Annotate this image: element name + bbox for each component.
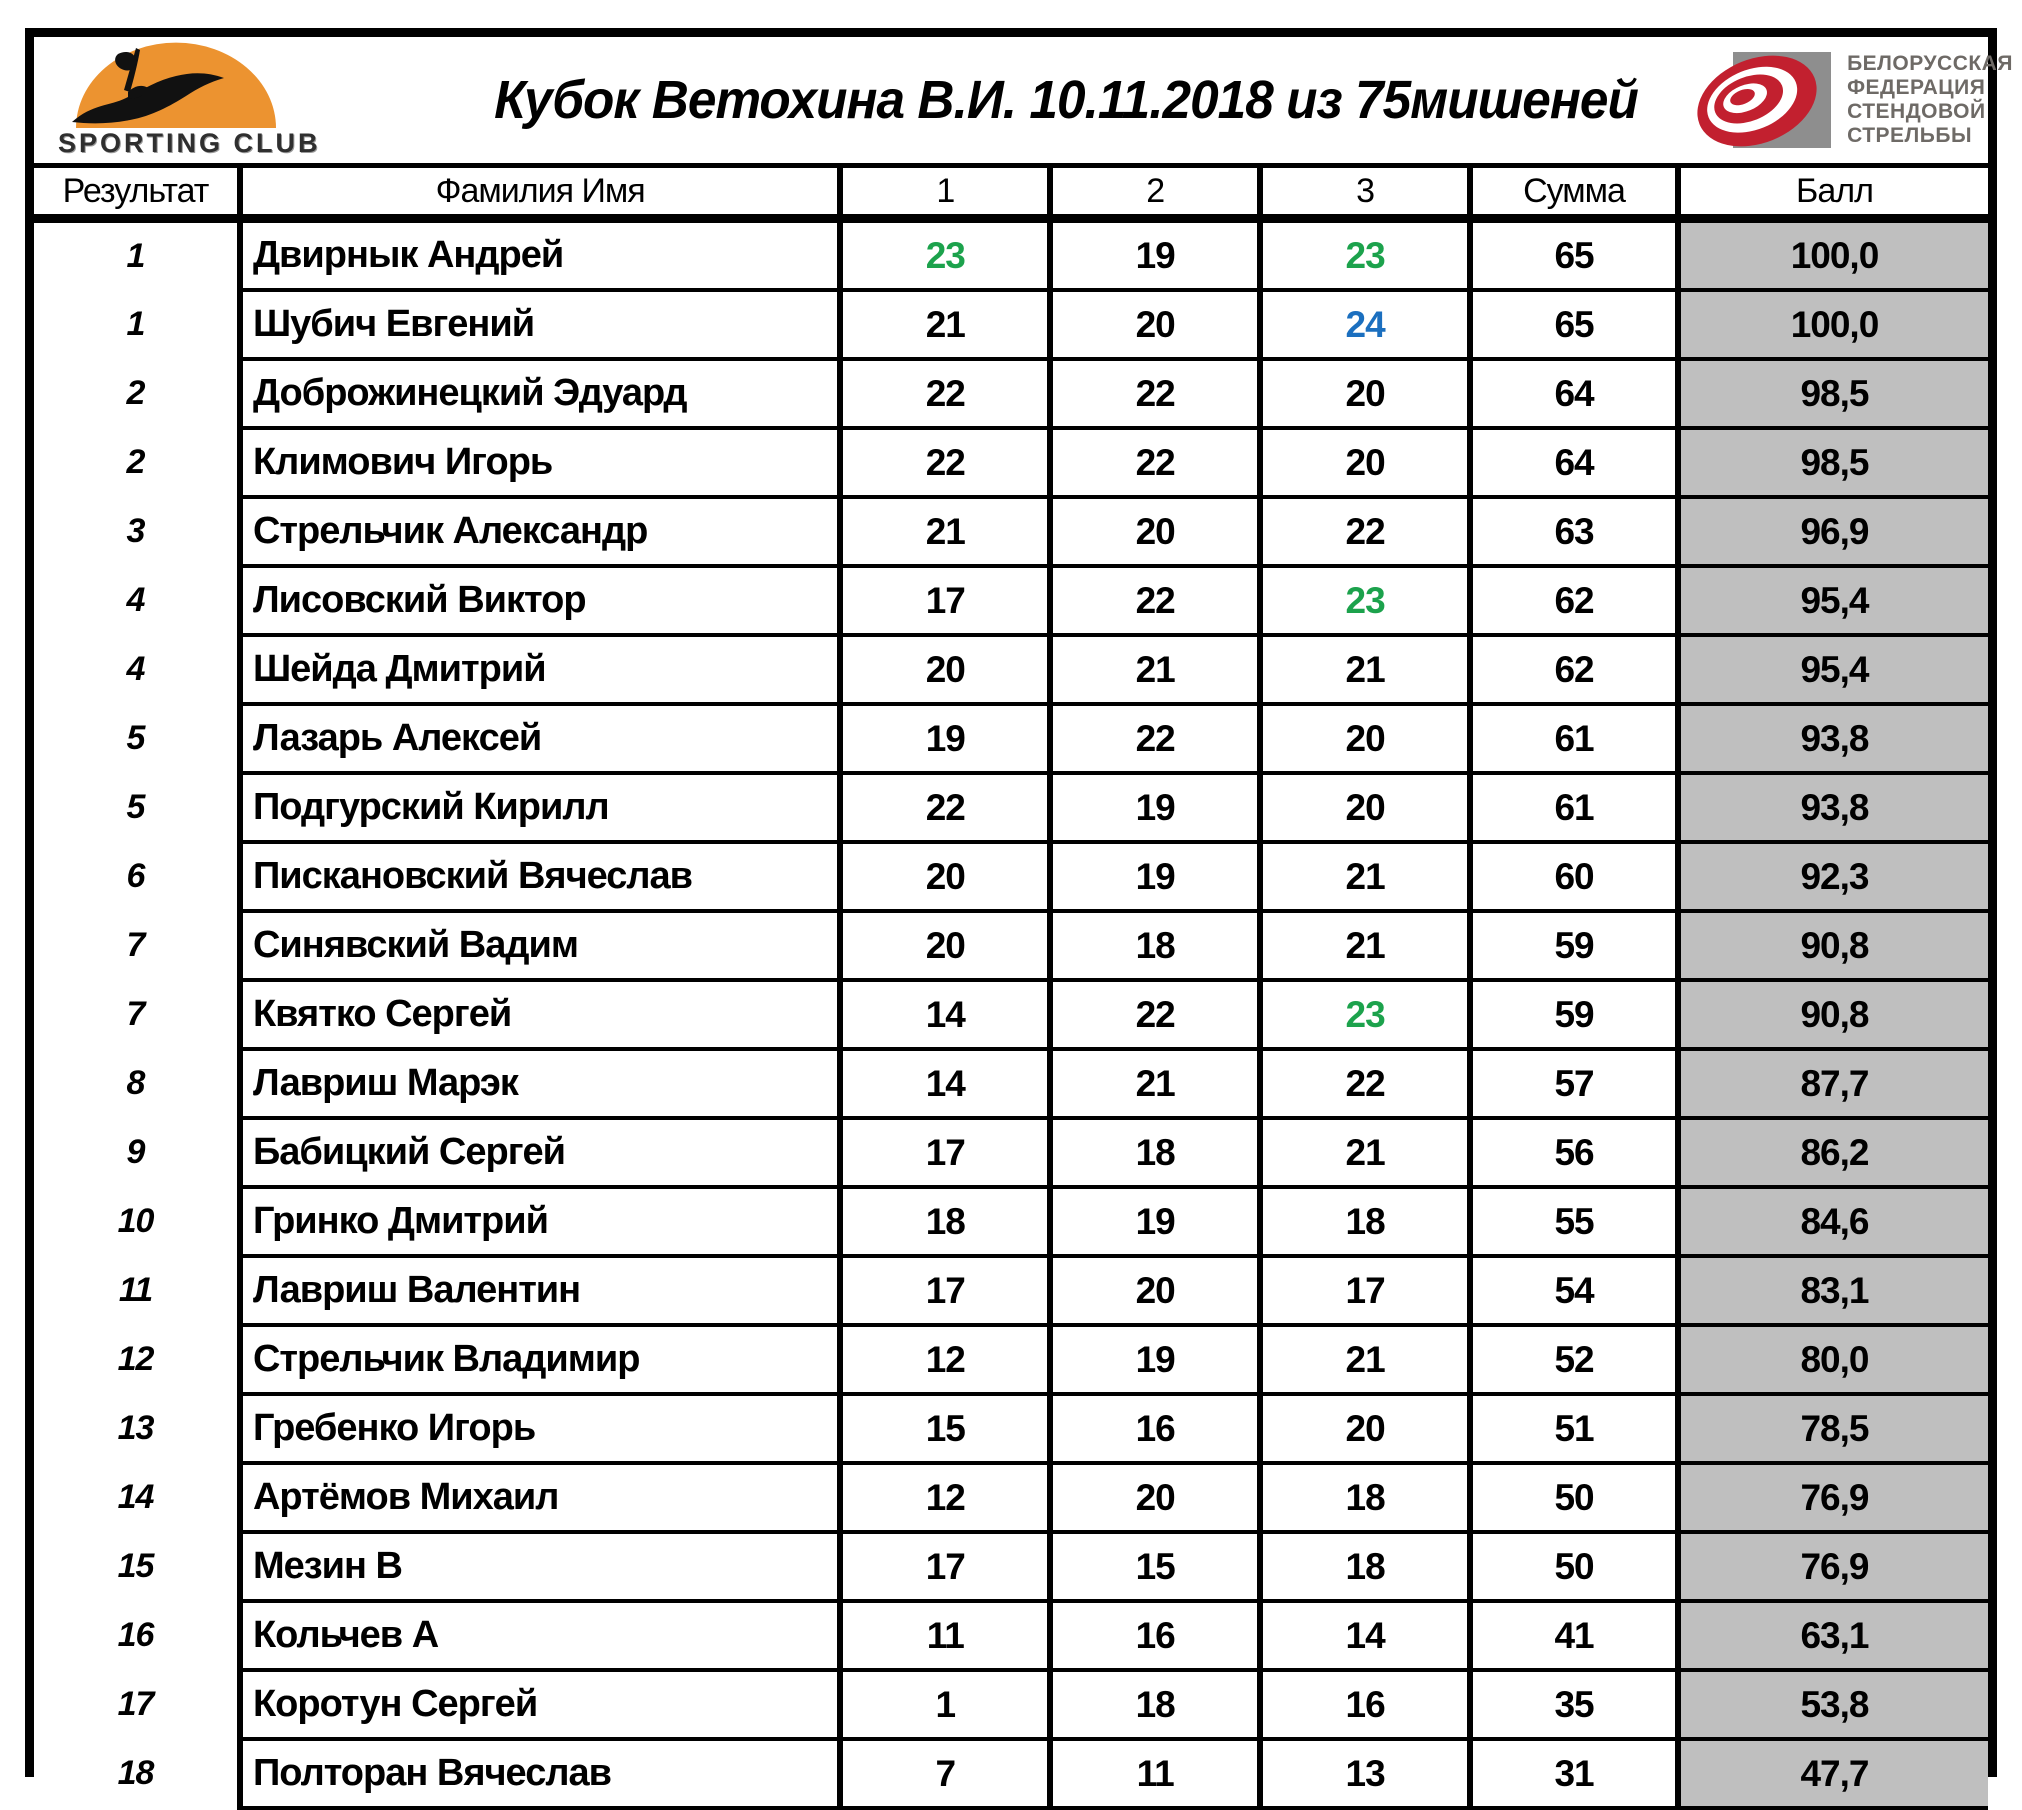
rank-cell: 2 — [34, 359, 240, 428]
table-row — [34, 1187, 1988, 1256]
federation-text-line-1: ФЕДЕРАЦИЯ — [1847, 76, 1986, 99]
series1-cell: 19 — [840, 704, 1050, 773]
rank-cell: 16 — [34, 1601, 240, 1670]
series2-cell: 11 — [1050, 1739, 1260, 1808]
series3-cell: 20 — [1260, 428, 1470, 497]
series1-cell: 21 — [840, 290, 1050, 359]
sporting-club-label: SPORTING CLUB — [58, 127, 321, 158]
series3-cell: 18 — [1260, 1532, 1470, 1601]
rank-cell: 7 — [34, 911, 240, 980]
sum-cell: 31 — [1470, 1739, 1678, 1808]
series1-cell: 20 — [840, 842, 1050, 911]
series3-cell: 24 — [1260, 290, 1470, 359]
ball-cell: 53,8 — [1678, 1670, 1988, 1739]
name-cell: Артёмов Михаил — [240, 1463, 840, 1532]
table-row — [34, 1325, 1988, 1394]
federation-logo — [1668, 49, 2013, 151]
sum-cell: 60 — [1470, 842, 1678, 911]
table-row — [34, 704, 1988, 773]
table-row — [34, 1118, 1988, 1187]
rank-cell: 5 — [34, 773, 240, 842]
rank-cell: 11 — [34, 1256, 240, 1325]
name-cell: Синявский Вадим — [240, 911, 840, 980]
series3-cell: 21 — [1260, 842, 1470, 911]
series1-cell: 22 — [840, 359, 1050, 428]
ball-cell: 98,5 — [1678, 359, 1988, 428]
ball-cell: 98,5 — [1678, 428, 1988, 497]
rank-cell: 10 — [34, 1187, 240, 1256]
ball-cell: 92,3 — [1678, 842, 1988, 911]
series2-cell: 18 — [1050, 1670, 1260, 1739]
series2-cell: 18 — [1050, 1118, 1260, 1187]
table-row — [34, 497, 1988, 566]
series1-cell: 14 — [840, 980, 1050, 1049]
results-body — [34, 219, 1988, 1809]
name-cell: Лавриш Марэк — [240, 1049, 840, 1118]
column-header-6: Балл — [1678, 168, 1988, 219]
series2-cell: 21 — [1050, 635, 1260, 704]
ball-cell: 95,4 — [1678, 635, 1988, 704]
table-row — [34, 290, 1988, 359]
sum-cell: 55 — [1470, 1187, 1678, 1256]
series1-cell: 22 — [840, 773, 1050, 842]
series3-cell: 20 — [1260, 359, 1470, 428]
rank-cell: 15 — [34, 1532, 240, 1601]
column-header-2: 1 — [840, 168, 1050, 219]
ball-cell: 87,7 — [1678, 1049, 1988, 1118]
sporting-club-logo — [44, 42, 464, 159]
column-header-4: 3 — [1260, 168, 1470, 219]
ball-cell: 93,8 — [1678, 773, 1988, 842]
rank-cell: 2 — [34, 428, 240, 497]
table-row — [34, 842, 1988, 911]
rank-cell: 13 — [34, 1394, 240, 1463]
series3-cell: 14 — [1260, 1601, 1470, 1670]
header-band — [34, 37, 2013, 168]
rank-cell: 7 — [34, 980, 240, 1049]
table-row — [34, 1670, 1988, 1739]
table-row — [34, 359, 1988, 428]
series1-cell: 22 — [840, 428, 1050, 497]
rank-cell: 12 — [34, 1325, 240, 1394]
ball-cell: 76,9 — [1678, 1532, 1988, 1601]
ball-cell: 100,0 — [1678, 219, 1988, 291]
series1-cell: 1 — [840, 1670, 1050, 1739]
table-row — [34, 1049, 1988, 1118]
sum-cell: 57 — [1470, 1049, 1678, 1118]
table-row — [34, 566, 1988, 635]
series2-cell: 16 — [1050, 1394, 1260, 1463]
ball-cell: 63,1 — [1678, 1601, 1988, 1670]
rank-cell: 17 — [34, 1670, 240, 1739]
series2-cell: 22 — [1050, 980, 1260, 1049]
table-row — [34, 1394, 1988, 1463]
table-row — [34, 1739, 1988, 1808]
series3-cell: 20 — [1260, 773, 1470, 842]
sum-cell: 50 — [1470, 1463, 1678, 1532]
name-cell: Лисовский Виктор — [240, 566, 840, 635]
column-header-3: 2 — [1050, 168, 1260, 219]
series3-cell: 20 — [1260, 1394, 1470, 1463]
series3-cell: 20 — [1260, 704, 1470, 773]
sum-cell: 54 — [1470, 1256, 1678, 1325]
page-title: Кубок Ветохина В.И. 10.11.2018 из 75мишеней — [494, 70, 1638, 130]
series3-cell: 16 — [1260, 1670, 1470, 1739]
series2-cell: 15 — [1050, 1532, 1260, 1601]
rank-cell: 3 — [34, 497, 240, 566]
series1-cell: 12 — [840, 1463, 1050, 1532]
name-cell: Лавриш Валентин — [240, 1256, 840, 1325]
sum-cell: 64 — [1470, 359, 1678, 428]
sum-cell: 52 — [1470, 1325, 1678, 1394]
series1-cell: 14 — [840, 1049, 1050, 1118]
table-row — [34, 428, 1988, 497]
table-row — [34, 219, 1988, 291]
series3-cell: 23 — [1260, 980, 1470, 1049]
series1-cell: 7 — [840, 1739, 1050, 1808]
ball-cell: 86,2 — [1678, 1118, 1988, 1187]
clay-target-icon — [1685, 49, 1835, 151]
series2-cell: 22 — [1050, 359, 1260, 428]
series3-cell: 22 — [1260, 1049, 1470, 1118]
series3-cell: 21 — [1260, 1325, 1470, 1394]
series1-cell: 15 — [840, 1394, 1050, 1463]
table-row — [34, 980, 1988, 1049]
name-cell: Квятко Сергей — [240, 980, 840, 1049]
rank-cell: 18 — [34, 1739, 240, 1808]
series2-cell: 22 — [1050, 704, 1260, 773]
series3-cell: 13 — [1260, 1739, 1470, 1808]
series2-cell: 20 — [1050, 497, 1260, 566]
table-row — [34, 1256, 1988, 1325]
ball-cell: 78,5 — [1678, 1394, 1988, 1463]
column-header-0: Результат — [34, 168, 240, 219]
series2-cell: 20 — [1050, 1463, 1260, 1532]
name-cell: Мезин В — [240, 1532, 840, 1601]
sum-cell: 65 — [1470, 219, 1678, 291]
series3-cell: 21 — [1260, 1118, 1470, 1187]
ball-cell: 90,8 — [1678, 980, 1988, 1049]
rank-cell: 1 — [34, 290, 240, 359]
rank-cell: 6 — [34, 842, 240, 911]
sum-cell: 41 — [1470, 1601, 1678, 1670]
series2-cell: 18 — [1050, 911, 1260, 980]
series2-cell: 22 — [1050, 566, 1260, 635]
table-row — [34, 1532, 1988, 1601]
name-cell: Бабицкий Сергей — [240, 1118, 840, 1187]
series3-cell: 22 — [1260, 497, 1470, 566]
rank-cell: 4 — [34, 635, 240, 704]
series1-cell: 17 — [840, 1532, 1050, 1601]
federation-text-line-3: СТРЕЛЬБЫ — [1847, 124, 1973, 147]
name-cell: Шейда Дмитрий — [240, 635, 840, 704]
series2-cell: 21 — [1050, 1049, 1260, 1118]
rank-cell: 5 — [34, 704, 240, 773]
sheet-frame — [25, 28, 2013, 1794]
sum-cell: 62 — [1470, 635, 1678, 704]
series1-cell: 21 — [840, 497, 1050, 566]
ball-cell: 76,9 — [1678, 1463, 1988, 1532]
sum-cell: 59 — [1470, 980, 1678, 1049]
rank-cell: 8 — [34, 1049, 240, 1118]
series2-cell: 16 — [1050, 1601, 1260, 1670]
series3-cell: 18 — [1260, 1463, 1470, 1532]
series1-cell: 17 — [840, 566, 1050, 635]
name-cell: Пискановский Вячеслав — [240, 842, 840, 911]
sum-cell: 65 — [1470, 290, 1678, 359]
table-row — [34, 773, 1988, 842]
name-cell: Шубич Евгений — [240, 290, 840, 359]
ball-cell: 93,8 — [1678, 704, 1988, 773]
name-cell: Полторан Вячеслав — [240, 1739, 840, 1808]
results-table — [34, 168, 1988, 1810]
series1-cell: 23 — [840, 219, 1050, 291]
sum-cell: 35 — [1470, 1670, 1678, 1739]
series1-cell: 12 — [840, 1325, 1050, 1394]
sum-cell: 50 — [1470, 1532, 1678, 1601]
ball-cell: 80,0 — [1678, 1325, 1988, 1394]
table-row — [34, 1463, 1988, 1532]
ball-cell: 96,9 — [1678, 497, 1988, 566]
rank-cell: 9 — [34, 1118, 240, 1187]
series1-cell: 11 — [840, 1601, 1050, 1670]
series1-cell: 17 — [840, 1118, 1050, 1187]
ball-cell: 95,4 — [1678, 566, 1988, 635]
table-row — [34, 1601, 1988, 1670]
sporting-club-icon — [58, 42, 293, 130]
ball-cell: 100,0 — [1678, 290, 1988, 359]
series2-cell: 19 — [1050, 1187, 1260, 1256]
sum-cell: 56 — [1470, 1118, 1678, 1187]
sum-cell: 61 — [1470, 704, 1678, 773]
federation-text — [1847, 52, 2013, 148]
series1-cell: 17 — [840, 1256, 1050, 1325]
name-cell: Двирнык Андрей — [240, 219, 840, 291]
column-header-1: Фамилия Имя — [240, 168, 840, 219]
name-cell: Стрельчик Александр — [240, 497, 840, 566]
federation-text-line-2: СТЕНДОВОЙ — [1847, 100, 1986, 123]
series2-cell: 19 — [1050, 219, 1260, 291]
sum-cell: 62 — [1470, 566, 1678, 635]
series2-cell: 19 — [1050, 1325, 1260, 1394]
series2-cell: 22 — [1050, 428, 1260, 497]
series3-cell: 23 — [1260, 566, 1470, 635]
series3-cell: 23 — [1260, 219, 1470, 291]
name-cell: Стрельчик Владимир — [240, 1325, 840, 1394]
name-cell: Климович Игорь — [240, 428, 840, 497]
name-cell: Лазарь Алексей — [240, 704, 840, 773]
results-header-row — [34, 168, 1988, 219]
name-cell: Кольчев А — [240, 1601, 840, 1670]
series2-cell: 20 — [1050, 290, 1260, 359]
name-cell: Коротун Сергей — [240, 1670, 840, 1739]
series3-cell: 18 — [1260, 1187, 1470, 1256]
series3-cell: 17 — [1260, 1256, 1470, 1325]
series2-cell: 19 — [1050, 773, 1260, 842]
table-row — [34, 911, 1988, 980]
sum-cell: 64 — [1470, 428, 1678, 497]
series2-cell: 19 — [1050, 842, 1260, 911]
ball-cell: 83,1 — [1678, 1256, 1988, 1325]
rank-cell: 4 — [34, 566, 240, 635]
name-cell: Гребенко Игорь — [240, 1394, 840, 1463]
name-cell: Гринко Дмитрий — [240, 1187, 840, 1256]
name-cell: Доброжинецкий Эдуард — [240, 359, 840, 428]
series1-cell: 20 — [840, 635, 1050, 704]
rank-cell: 14 — [34, 1463, 240, 1532]
column-header-5: Сумма — [1470, 168, 1678, 219]
sum-cell: 61 — [1470, 773, 1678, 842]
series1-cell: 18 — [840, 1187, 1050, 1256]
rank-cell: 1 — [34, 219, 240, 291]
series3-cell: 21 — [1260, 911, 1470, 980]
table-row — [34, 635, 1988, 704]
ball-cell: 84,6 — [1678, 1187, 1988, 1256]
sum-cell: 51 — [1470, 1394, 1678, 1463]
series1-cell: 20 — [840, 911, 1050, 980]
sum-cell: 59 — [1470, 911, 1678, 980]
name-cell: Подгурский Кирилл — [240, 773, 840, 842]
series3-cell: 21 — [1260, 635, 1470, 704]
ball-cell: 47,7 — [1678, 1739, 1988, 1808]
ball-cell: 90,8 — [1678, 911, 1988, 980]
federation-text-line-0: БЕЛОРУССКАЯ — [1847, 52, 2013, 75]
series2-cell: 20 — [1050, 1256, 1260, 1325]
sum-cell: 63 — [1470, 497, 1678, 566]
